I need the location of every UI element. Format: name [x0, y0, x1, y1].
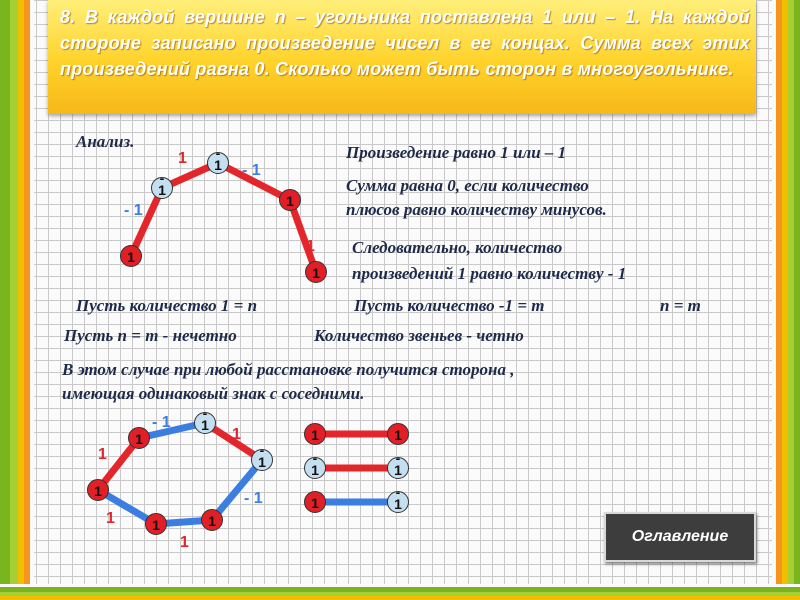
vertex-minus: - 1 [194, 412, 216, 434]
edge-label-plus: 1 [306, 238, 315, 255]
edge-label-plus: 1 [178, 150, 187, 167]
links-even: Количество звеньев - четно [314, 326, 524, 345]
vertex-minus: - 1 [387, 457, 409, 479]
vertex-plus: 1 [145, 513, 167, 535]
n-equals-m: n = m [660, 296, 701, 315]
analysis-line: произведений 1 равно количеству - 1 [352, 264, 627, 283]
vertex-plus: 1 [387, 423, 409, 445]
vertex-plus: 1 [120, 245, 142, 267]
vertex-plus: 1 [87, 479, 109, 501]
analysis-line: Следовательно, количество [352, 238, 563, 257]
vertex-plus: 1 [201, 509, 223, 531]
edge-label-minus: - 1 [242, 162, 261, 179]
vertex-plus: 1 [279, 189, 301, 211]
edge-label-plus: 1 [106, 510, 115, 527]
edge-label-plus: 1 [232, 426, 241, 443]
analysis-line: плюсов равно количеству минусов. [346, 200, 607, 219]
vertex-plus: 1 [304, 423, 326, 445]
edge-label-plus: 1 [180, 534, 189, 551]
vertex-minus: - 1 [207, 152, 229, 174]
edge-label-minus: - 1 [124, 202, 143, 219]
let-n: Пусть количество 1 = n [76, 296, 258, 315]
edge-label-plus: 1 [98, 446, 107, 463]
edge-label-minus: - 1 [152, 414, 171, 431]
vertex-plus: 1 [304, 491, 326, 513]
vertex-plus: 1 [305, 261, 327, 283]
vertex-minus: - 1 [251, 449, 273, 471]
odd-case: Пусть n = m - нечетно [64, 326, 237, 345]
analysis-title: Анализ. [76, 132, 135, 151]
problem-text: 8. В каждой вершине n – угольника поставлена 1 или – 1. На каждой стороне записано произведение чисел в ее концах. Сумма всех этих произведений равна 0. Сколько может быть сторон в многоугольнике. [60, 7, 750, 79]
table-of-contents-button[interactable]: Оглавление [604, 512, 756, 562]
vertex-minus: - 1 [151, 177, 173, 199]
vertex-minus: - 1 [304, 457, 326, 479]
conclusion-line: В этом случае при любой расстановке получится сторона , [62, 360, 515, 379]
edge-label-minus: - 1 [244, 490, 263, 507]
analysis-line: Сумма равна 0, если количество [346, 176, 589, 195]
vertex-plus: 1 [128, 427, 150, 449]
conclusion-line: имеющая одинаковый знак с соседними. [62, 384, 365, 403]
analysis-line: Произведение равно 1 или – 1 [346, 143, 567, 162]
let-m: Пусть количество -1 = m [354, 296, 545, 315]
vertex-minus: - 1 [387, 491, 409, 513]
